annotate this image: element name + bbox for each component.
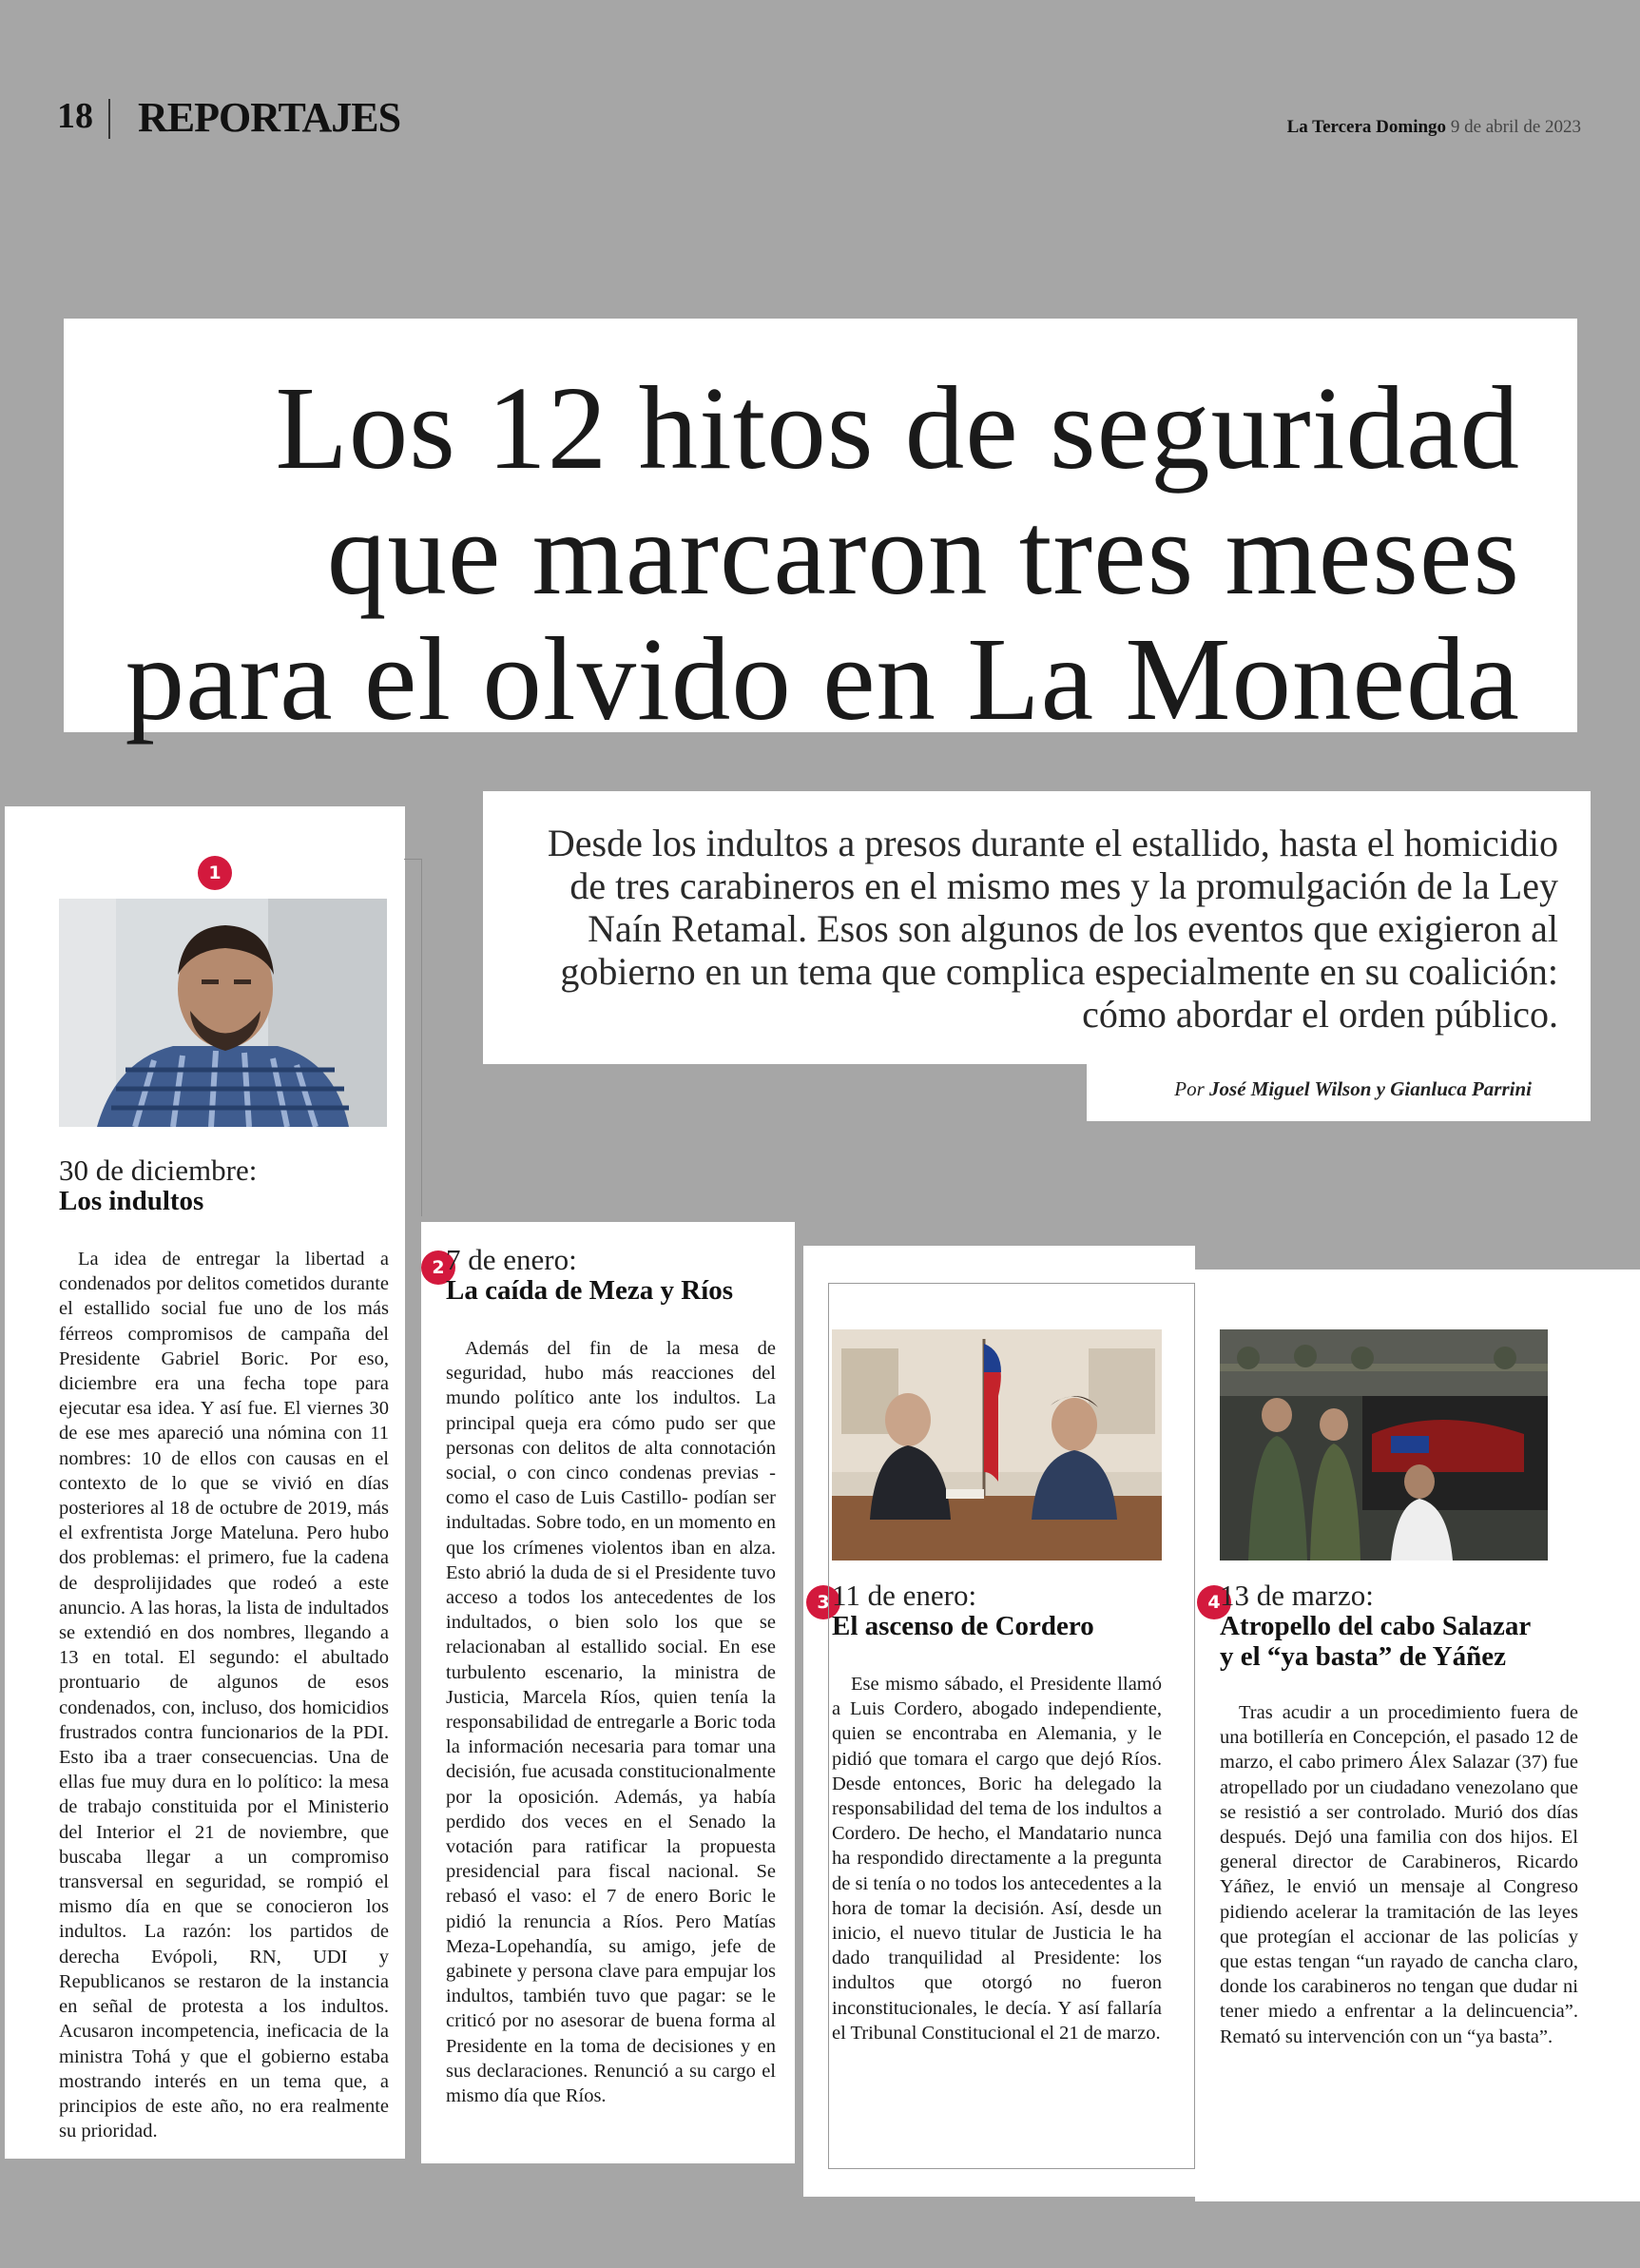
item-3-badge: 3 bbox=[806, 1585, 840, 1619]
item-3-date: 11 de enero: bbox=[832, 1579, 977, 1612]
item-2-title: La caída de Meza y Ríos bbox=[446, 1275, 734, 1306]
headline-line-1: Los 12 hitos de seguridad bbox=[275, 363, 1520, 494]
byline-authors: José Miguel Wilson y Gianluca Parrini bbox=[1209, 1077, 1532, 1100]
item-1-date: 30 de diciembre: bbox=[59, 1153, 258, 1187]
item-1-body: La idea de entregar la libertad a condenados por delitos cometidos durante el estallido social fue uno de los más férreos compromisos de campaña del Presidente Gabriel Boric. Por eso, diciembre era una fecha tope para ejecutar esa idea. Y así fue. El viernes 30 de ese mes apareció una nómina con 11 nombres: 10 de ellos con causas en el contexto de lo que se vivió en días posteriores al 18 de octubre de 2019, más el exfrentista Jorge Mateluna. Pero hubo dos problemas: el primero, fue la cadena de desprolijidades que rodeó a este anuncio. A las horas, la lista de indultados se extendió en dos nombres, llegando a 13 en total. El segundo: el abultado prontuario de algunos de esos condenados, con, incluso, dos homicidios frustrados contra funcionarios de la PDI. Esto iba a traer consecuencias. Una de ellas fue muy dura en lo político: la mesa de trabajo constituida por el Ministerio del Interior el 21 de noviembre, que buscaba llegar a un compromiso transversal en seguridad, se rompió el mismo día en que se conocieron los indultos. La razón: los partidos de derecha Evópoli, RN, UDI y Republicanos se restaron de la instancia en señal de protesta a los indultos. Acusaron incompetencia, ineficacia de la ministra Tohá y que el gobierno estaba mostrando interés en un tema que, a principios de este año, no era realmente su prioridad. bbox=[59, 1249, 389, 2142]
byline-prefix: Por bbox=[1174, 1077, 1205, 1100]
item-1-badge: 1 bbox=[198, 856, 232, 890]
item-4-frame-line bbox=[1194, 1283, 1195, 2167]
item-4-date: 13 de marzo: bbox=[1220, 1579, 1374, 1612]
item-3-body: Ese mismo sábado, el Presidente llamó a Luis Cordero, abogado independiente, quien se encontraba en Alemania, y le pidió que tomara el cargo que dejó Ríos. Desde entonces, Boric ha delegado la responsabilidad del tema de los indultos a Cordero. De hecho, el Mandatario nunca ha respondido directamente a la pregunta de si tenía o no todos los antecedentes a la hora de tomar la decisión. Así, desde un inicio, el nuevo titular de Justicia le ha dado tranquilidad al Presidente: los indultos que otorgó no fueron inconstitucionales, le decía. Y así fallaría el Tribunal Constitucional el 21 de marzo. bbox=[832, 1674, 1162, 2044]
byline-box bbox=[1087, 1064, 1591, 1121]
item-4-title-line-1: Atropello del cabo Salazar bbox=[1220, 1611, 1532, 1641]
dateline bbox=[1287, 117, 1581, 138]
portrait-photo-icon bbox=[59, 899, 387, 1127]
headline-line-2: que marcaron tres meses bbox=[326, 489, 1520, 620]
item-4-title-line-2: y el “ya basta” de Yáñez bbox=[1220, 1641, 1506, 1672]
item-1-column bbox=[5, 806, 405, 2159]
item-2-column bbox=[421, 1222, 795, 2163]
item-1-photo bbox=[59, 899, 387, 1127]
item-1-frame-line bbox=[404, 859, 422, 1216]
publication-date: 9 de abril de 2023 bbox=[1450, 117, 1581, 137]
funeral-photo-icon bbox=[1220, 1329, 1548, 1560]
headline bbox=[75, 363, 1520, 746]
item-3-title: El ascenso de Cordero bbox=[832, 1611, 1094, 1641]
item-2-badge: 2 bbox=[421, 1250, 455, 1285]
item-4-column bbox=[1195, 1270, 1640, 2201]
header-divider bbox=[108, 99, 110, 139]
headline-line-3: para el olvido en La Moneda bbox=[125, 614, 1520, 746]
page-number: 18 bbox=[57, 96, 93, 136]
item-1-title: Los indultos bbox=[59, 1186, 204, 1216]
byline bbox=[1174, 1077, 1532, 1101]
publication-name: La Tercera Domingo bbox=[1286, 117, 1447, 137]
item-4-photo bbox=[1220, 1329, 1548, 1560]
item-2-date: 7 de enero: bbox=[446, 1243, 577, 1276]
headline-box bbox=[64, 319, 1577, 746]
deck-box bbox=[483, 791, 1591, 1064]
section-title: REPORTAJES bbox=[138, 94, 401, 141]
item-3-frame bbox=[828, 1283, 1195, 2169]
item-4-badge: 4 bbox=[1197, 1585, 1231, 1619]
item-4-body: Tras acudir a un procedimiento fuera de una botillería en Concepción, el pasado 12 de marzo, el cabo primero Álex Salazar (37) fue atropellado por un ciudadano venezolano que se resistió a ser controlado. Murió dos días después. Dejó una familia con dos hijos. El general director de Carabineros, Ricardo Yáñez, le envió un mensaje al Congreso pidiendo acelerar la tramitación de las leyes que protegían el accionar de las policías y que estas tengan “un rayado de cancha claro, donde los carabineros no tengan que dudar ni tener miedo a enfrentar a la delincuencia”. Remató su intervención con un “ya basta”. bbox=[1220, 1702, 1578, 2047]
item-2-body: Además del fin de la mesa de seguridad, hubo más reacciones del mundo político ante los indultos. La principal queja era cómo pudo ser que personas con delitos de alta connotación social, o con cinco condenas previas -como el caso de Luis Castillo- podían ser indultadas. Sobre todo, en un momento en que los crímenes violentos iban en alza. Esto abrió la duda de si el Presidente tuvo acceso a todos los antecedentes de los indultados, o bien solo los que se relacionaban al estallido social. En ese turbulento escenario, la ministra de Justicia, Marcela Ríos, quien tenía la responsabilidad de entregarle a Boric toda la información necesaria para tomar una decisión, fue acusada constitucionalmente por la oposición. Además, ya había perdido dos veces en el Senado la votación para ratificar la propuesta presidencial para fiscal nacional. Se rebasó el vaso: el 7 de enero Boric le pidió la renuncia a Ríos. Pero Matías Meza-Lopehandía, su amigo, jefe de gabinete y persona clave para empujar los indultos, también tuvo que pagar: se le criticó por no asesorar de buena forma al Presidente en la toma de decisiones y en sus declaraciones. Renunció a su cargo el mismo día que Ríos. bbox=[446, 1338, 776, 2107]
deck-text: Desde los indultos a presos durante el estallido, hasta el homicidio de tres carabineros en el mismo mes y la promulgación de la Ley Naín Retamal. Esos son algunos de los eventos que exigieron al gobierno en un tema que complica especialmente en su coalición: cómo abordar el orden público. bbox=[547, 822, 1558, 1036]
